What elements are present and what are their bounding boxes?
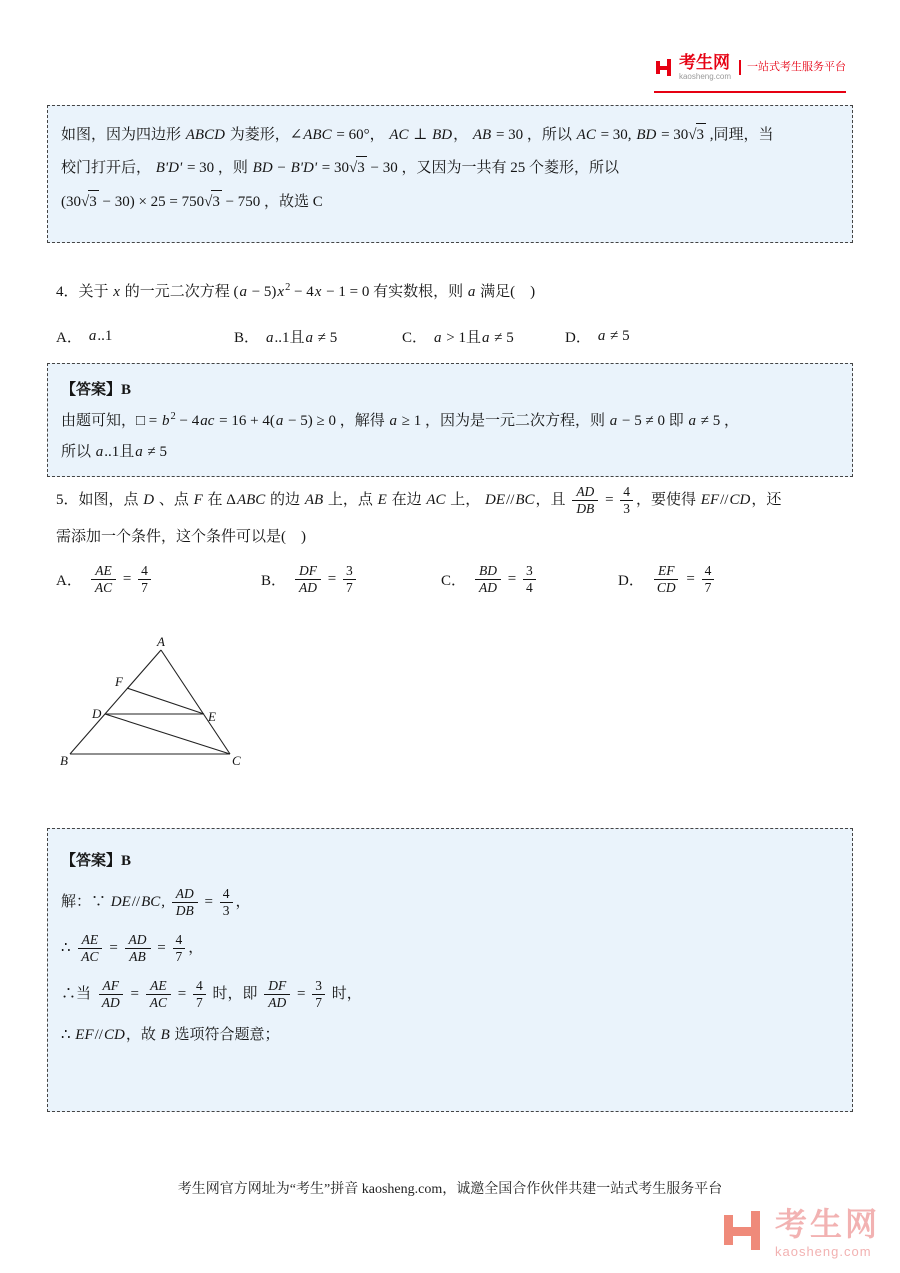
option-c-label: C． [441, 572, 467, 589]
header-rule [654, 91, 846, 93]
answer-box-q5 [47, 828, 853, 1112]
figure-label-e: E [208, 709, 216, 724]
triangle-figure [58, 636, 258, 781]
answer-label: 【答案】B [61, 382, 132, 398]
option-c-value: $\frac{BD}{AD}$ = $\frac{3}{4}$ [472, 563, 539, 596]
explanation-line: 校门打开后， B'D' = 30 ，则 BD − B'D' = 30√3 − 30 ，又因为一共有 25 个菱形，所以 [61, 156, 839, 180]
option-c [402, 326, 565, 347]
figure-label-b: B [60, 753, 68, 768]
option-b [261, 563, 441, 596]
answer-box-q4 [47, 363, 853, 477]
question-5 [56, 484, 856, 596]
answer-line: 所以 a..1且a ≠ 5 [61, 443, 168, 460]
option-a-label: A． [56, 572, 82, 589]
option-b-value: $\frac{DF}{AD}$ = $\frac{3}{7}$ [292, 563, 359, 596]
question-5-options [56, 563, 856, 596]
figure-label-a: A [157, 636, 165, 649]
watermark [721, 1208, 880, 1258]
explanation-line: (30√3 − 30) × 25 = 750√3 − 750 ，故选 C [61, 190, 839, 214]
option-a [56, 326, 234, 347]
question-4 [56, 280, 856, 347]
option-d [565, 326, 630, 347]
option-d-label: D． [618, 572, 644, 589]
brand-logo [655, 54, 731, 81]
option-c [441, 563, 618, 596]
footer-text: 考生网官方网址为“考生”拼音 kaosheng.com，诚邀全国合作伙伴共建一站式考生服务平台 [177, 1182, 723, 1197]
answer-line: 由题可知，□ = $b^2 - 4ac = 16 + 4(a - 5) \ge 0$ ，解得 a ≥ 1 ，因为是一元二次方程，则 a − 5 ≠ 0 即 a ≠ 5 ， [61, 411, 739, 430]
option-d [618, 563, 717, 596]
explanation-box-q3 [47, 105, 853, 243]
watermark-brand: 考生网 [774, 1206, 880, 1242]
triangle-diagram [58, 636, 258, 781]
watermark-domain: kaosheng.com [774, 1244, 872, 1259]
option-b-value: a..1且a ≠ 5 [266, 330, 338, 346]
option-d-label: D． [565, 330, 591, 346]
answer-line: ∴当 $\frac{AF}{AD}$ = $\frac{AE}{AC}$ = $\frac{4}{7}$ 时，即 $\frac{DF}{AD}$ = $\frac{3}{7}$ 时， [61, 977, 362, 1010]
header [655, 54, 846, 81]
brand-name: 考生网 [678, 53, 730, 72]
option-b-label: B． [261, 572, 287, 589]
option-a [56, 563, 261, 596]
answer-label: 【答案】B [61, 853, 132, 869]
question-5-stem-line2: 需添加一个条件，这个条件可以是( ) [56, 528, 306, 545]
watermark-logo-icon [721, 1208, 767, 1254]
option-d-value: $\frac{EF}{CD}$ = $\frac{4}{7}$ [650, 563, 717, 596]
option-c-label: C． [402, 330, 428, 346]
option-a-value: $\frac{AE}{AC}$ = $\frac{4}{7}$ [88, 563, 154, 596]
option-c-value: a > 1且a ≠ 5 [434, 330, 514, 346]
figure-label-f: F [115, 674, 123, 689]
option-a-label: A． [56, 330, 82, 346]
brand-logo-icon [655, 58, 675, 78]
figure-label-c: C [232, 753, 241, 768]
question-4-stem: 4．关于 x 的一元二次方程 $(a - 5)x^2 - 4x - 1 = 0$ 有实数根，则 a 满足( ) [56, 282, 536, 300]
brand-domain: kaosheng.com [678, 72, 731, 81]
question-5-stem-line1: 5．如图，点 D 、点 F 在 ΔABC 的边 AB 上，点 E 在边 AC 上， DE//BC，且 $\frac{AD}{DB}$ = $\frac{4}{3}$ ，要使得 EF//CD，还 [56, 484, 782, 516]
answer-line: ∴ $\frac{AE}{AC}$ = $\frac{AD}{AB}$ = $\frac{4}{7}$ ， [61, 932, 204, 965]
explanation-line: 如图，因为四边形 ABCD 为菱形，∠ABC = 60°， AC ⊥ BD， AB = 30 ，所以 AC = 30, BD = 30√3 ,同理，当 [61, 123, 839, 147]
brand-tagline: 一站式考生服务平台 [739, 60, 846, 75]
option-a-value: a..1 [88, 328, 113, 344]
answer-line: ∴ EF//CD，故 B 选项符合题意； [61, 1026, 280, 1043]
option-d-value: a ≠ 5 [597, 328, 630, 344]
option-b-label: B． [234, 330, 260, 346]
answer-line: 解：∵ DE//BC, $\frac{AD}{DB}$ = $\frac{4}{3}$ ， [61, 886, 251, 919]
question-4-options [56, 326, 856, 347]
option-b [234, 326, 402, 347]
figure-label-d: D [92, 706, 102, 721]
